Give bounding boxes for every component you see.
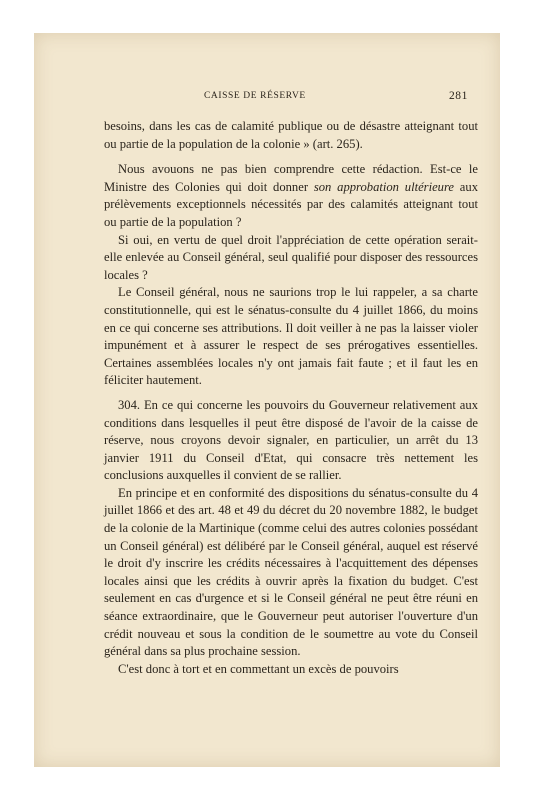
section-number: 304. (118, 397, 141, 412)
paragraph-304: 304. En ce qui concerne les pouvoirs du Gouverneur relativement aux conditions dans lesquelles il peut être disposé de l'avoir de la caisse de réserve, nous croyons devoir signaler, en particulier, un arrêt du 13 janvier 1911 du Conseil d'Etat, qui consacre très nettement les conclusions auxquelles il convient de se rallier. (104, 397, 478, 483)
paragraph-continuation: besoins, dans les cas de calamité publique ou de désastre atteignant tout ou partie de la population de la colonie » (art. 265). (104, 119, 478, 151)
page-number: 281 (448, 90, 468, 102)
emphasis-approbation: son approbation ultérieure (313, 179, 454, 194)
paragraph-principe: En principe et en conformité des dispositions du sénatus-consulte du 4 juillet 1866 et des art. 48 et 49 du décret du 20 novembre 1882, le budget de la colonie de la Martinique (comme celui des autres colonies possédant un Conseil général) est délibéré par le Conseil général, auquel est réservé le droit d'y inscrire les crédits nécessaires à l'acquittement des dépenses locales ainsi que les crédits à ouvrir après la fixation du budget. C'est seulement en cas d'urgence et si le Conseil général ne peut être réuni en séance extraordinaire, que le Gouverneur peut autoriser l'ouverture d'un crédit nouveau et sous la condition de le soumettre au vote du Conseil général dans sa plus prochaine session. (104, 485, 478, 659)
book-page (34, 33, 500, 767)
body-text (104, 118, 478, 678)
paragraph-exces: C'est donc à tort et en commettant un excès de pouvoirs (118, 661, 399, 676)
paragraph-question: Si oui, en vertu de quel droit l'appréciation de cette opération serait-elle enlevée au Conseil général, seul qualifié pour disposer des ressources locales ? (104, 232, 478, 282)
paragraph-redaction: Nous avouons ne pas bien comprendre cette rédaction. Est-ce le Ministre des Colonies qui doit donner son approbation ultérieure aux prélèvements exceptionnels nécessités par des calamités atteignant tout ou partie de la population ? (104, 162, 478, 229)
paragraph-conseil-general: Le Conseil général, nous ne saurions trop le lui rappeler, a sa charte constitutionnelle, qui est le sénatus-consulte du 4 juillet 1866, du moins en ce qui concerne ses attributions. Il doit veiller à ne pas la laisser violer impunément et à assurer le respect de ses prérogatives essentielles. Certaines assemblées locales n'y ont jamais fait faute ; et il faut les en féliciter hautement. (104, 285, 478, 388)
running-title: CAISSE DE RÉSERVE (204, 91, 306, 101)
page-header (104, 91, 470, 105)
